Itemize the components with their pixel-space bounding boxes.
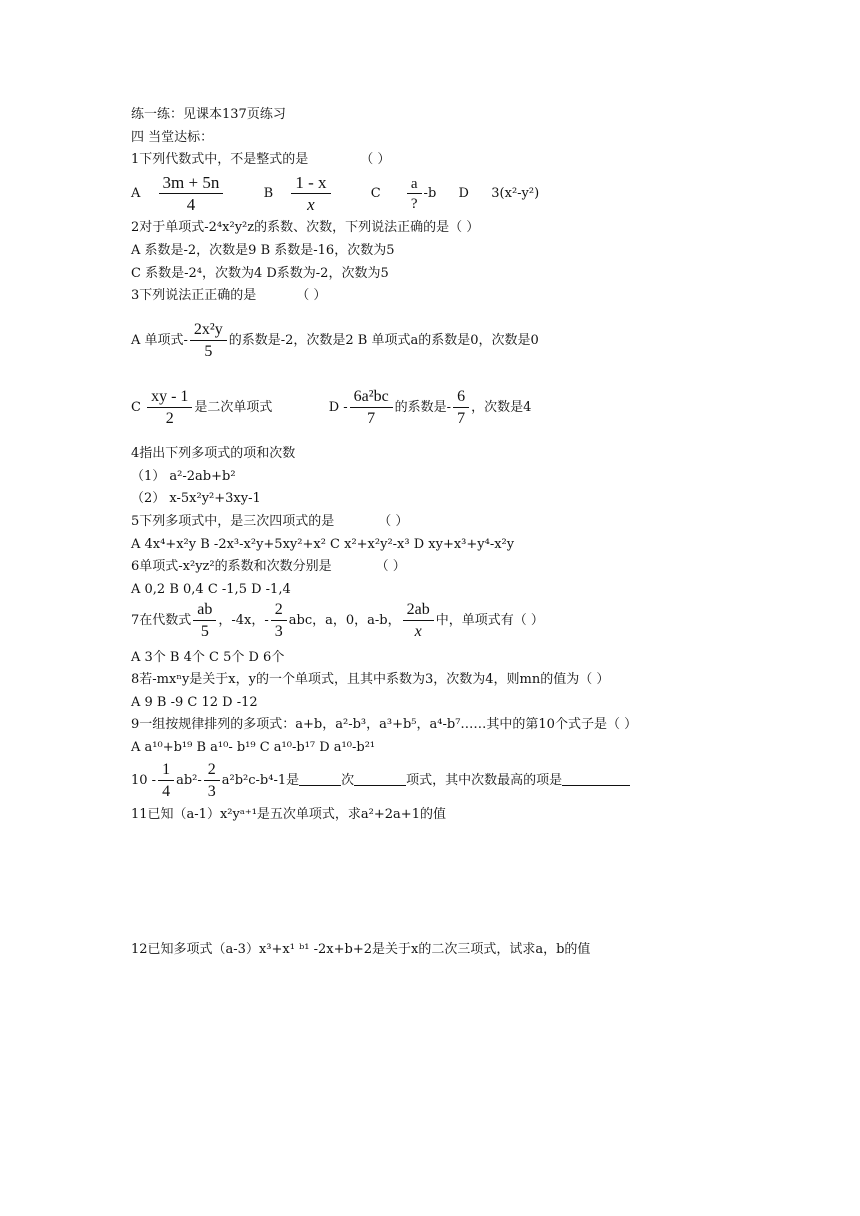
q1-b-denominator bbox=[291, 194, 330, 214]
q6-stem-text: 6单项式-x²yz²的系数和次数分别是 bbox=[131, 559, 332, 574]
q3-answer-paren: （ ） bbox=[296, 288, 327, 303]
question-12-stem: 12已知多项式（a-3）x³+x¹ ᵇ¹ -2x+b+2是关于x的二次三项式，试求a，b的值 bbox=[131, 942, 591, 957]
question-8-stem: 8若-mxⁿy是关于x，y的一个单项式，且其中系数为3，次数为4，则mn的值为（ ） bbox=[131, 672, 610, 687]
question-9-options: A a¹⁰+b¹⁹ B a¹⁰- b¹⁹ C a¹⁰-b¹⁷ D a¹⁰-b²¹ bbox=[131, 740, 376, 755]
q5-stem-text: 5下列多项式中，是三次四项式的是 bbox=[131, 514, 335, 529]
q7-fraction-3 bbox=[403, 601, 434, 641]
question-8-options: A 9 B -9 C 12 D -12 bbox=[131, 695, 258, 710]
q7-fraction-1 bbox=[193, 601, 216, 641]
question-9-stem: 9一组按规律排列的多项式：a+b，a²-b³，a³+b⁵，a⁴-b⁷……其中的第10个式子是（ ） bbox=[131, 717, 638, 732]
q7-mid-2: abc，a，0，a-b， bbox=[288, 613, 401, 628]
question-5-options: A 4x⁴+x²y B -2x³-x²y+5xy²+x² C x²+x²y²-x³ D xy+x³+y⁴-x²y bbox=[131, 537, 515, 552]
q1-option-c-fraction bbox=[407, 176, 422, 212]
q3-c-denominator: 2 bbox=[165, 409, 174, 427]
question-2-options-cd: C 系数是-2⁴，次数为4 D系数为-2，次数为5 bbox=[131, 266, 389, 281]
q1-c-numerator: a bbox=[407, 176, 422, 194]
question-3-options-ab bbox=[131, 317, 539, 365]
q10-mid-1: ab²- bbox=[176, 773, 202, 788]
q1-c-denominator: ? bbox=[410, 195, 418, 212]
q10-blank-1[interactable] bbox=[299, 773, 341, 786]
q10-pre: 10 - bbox=[131, 773, 157, 788]
section-heading: 四 当堂达标： bbox=[131, 130, 214, 145]
q1-a-numerator: 3m + 5n bbox=[159, 174, 224, 194]
question-3-options-cd bbox=[131, 384, 531, 432]
q10-mid-2: a²b²c-b⁴-1是 bbox=[221, 773, 300, 788]
q5-answer-paren: （ ） bbox=[378, 514, 409, 529]
question-4-item-2: （2） x-5x²y²+3xy-1 bbox=[131, 491, 261, 506]
q3-option-d-pre: D - bbox=[328, 400, 348, 415]
q1-option-b-fraction bbox=[291, 174, 330, 214]
q7-f3-denominator bbox=[403, 621, 434, 641]
q3-option-a-pre: A 单项式- bbox=[131, 333, 188, 348]
q1-option-d-label: D bbox=[458, 186, 469, 201]
q3-c-fraction bbox=[147, 388, 192, 428]
question-11-stem: 11已知（a-1）x²yᵃ⁺¹是五次单项式，求a²+2a+1的值 bbox=[131, 807, 446, 822]
question-2-stem: 2对于单项式-2⁴x²y²z的系数、次数，下列说法正确的是（ ） bbox=[131, 220, 480, 235]
q1-a-denominator: 4 bbox=[186, 194, 196, 214]
q3-c-numerator: xy - 1 bbox=[147, 388, 192, 408]
q1-b-numerator: 1 - x bbox=[291, 174, 330, 194]
q7-mid-1: ，-4x，- bbox=[218, 613, 269, 628]
q7-f3-numerator: 2ab bbox=[403, 601, 434, 621]
q7-f2-numerator: 2 bbox=[271, 601, 287, 621]
q3-d-numerator: 6a²bc bbox=[350, 388, 393, 408]
q7-pre: 7在代数式 bbox=[131, 613, 192, 628]
q1-option-a-label: A bbox=[131, 186, 141, 201]
q3-d2-numerator: 6 bbox=[453, 388, 469, 408]
question-4-item-1: （1） a²-2ab+b² bbox=[131, 469, 236, 484]
q1-option-a-fraction bbox=[159, 174, 224, 214]
q3-a-denominator: 5 bbox=[204, 342, 213, 360]
q3-option-d-mid: 的系数是- bbox=[394, 400, 452, 415]
q1-option-b-label: B bbox=[263, 186, 274, 201]
q6-answer-paren: （ ） bbox=[375, 559, 406, 574]
q1-stem-text: 1下列代数式中，不是整式的是 bbox=[131, 152, 309, 167]
q1-answer-paren: （ ） bbox=[360, 152, 391, 167]
question-1-options bbox=[131, 172, 539, 216]
q7-f2-denominator: 3 bbox=[274, 622, 283, 640]
q7-f1-numerator: ab bbox=[193, 601, 216, 621]
q3-option-d-post: ，次数是4 bbox=[471, 400, 532, 415]
q10-f1-denominator: 4 bbox=[162, 782, 171, 800]
question-7-options: A 3个 B 4个 C 5个 D 6个 bbox=[131, 650, 285, 665]
q3-option-c-post: 是二次单项式 bbox=[194, 400, 273, 415]
q7-post: 中，单项式有（ ） bbox=[435, 613, 544, 628]
question-10-stem bbox=[131, 758, 630, 804]
question-3-stem bbox=[131, 288, 326, 304]
q3-d2-denominator: 7 bbox=[457, 409, 466, 427]
q7-fraction-2 bbox=[271, 601, 287, 641]
q10-blank-2[interactable] bbox=[354, 773, 406, 786]
q3-d-fraction bbox=[350, 388, 393, 428]
q3-d-fraction-2 bbox=[453, 388, 469, 428]
question-5-stem bbox=[131, 514, 408, 530]
q10-f2-numerator: 2 bbox=[204, 761, 220, 781]
q7-f1-denominator: 5 bbox=[200, 622, 209, 640]
question-6-options: A 0,2 B 0,4 C -1,5 D -1,4 bbox=[131, 582, 291, 597]
q3-d-denominator: 7 bbox=[367, 409, 376, 427]
question-6-stem bbox=[131, 559, 406, 575]
question-4-stem: 4指出下列多项式的项和次数 bbox=[131, 446, 296, 461]
practice-line: 练一练：见课本137页练习 bbox=[131, 107, 286, 122]
q1-option-d-text: 3(x²-y²) bbox=[491, 186, 540, 201]
question-2-options-ab: A 系数是-2，次数是9 B 系数是-16，次数为5 bbox=[131, 243, 395, 258]
q3-a-numerator: 2x²y bbox=[190, 321, 227, 341]
q10-word-1: 次 bbox=[341, 773, 355, 788]
q3-option-a-post: 的系数是-2，次数是2 B 单项式a的系数是0，次数是0 bbox=[228, 333, 539, 348]
question-1-stem bbox=[131, 152, 390, 168]
q3-stem-text: 3下列说法正正确的是 bbox=[131, 288, 257, 303]
q10-f1-numerator: 1 bbox=[158, 761, 174, 781]
q1-c-tail: -b bbox=[423, 186, 437, 201]
q7-f3-den-text: x bbox=[414, 622, 422, 640]
q10-f2-denominator: 3 bbox=[207, 782, 216, 800]
q3-option-c-pre: C bbox=[131, 400, 141, 415]
q1-option-c-label: C bbox=[370, 186, 381, 201]
q3-a-fraction bbox=[190, 321, 227, 361]
question-7-stem bbox=[131, 598, 544, 644]
q10-word-2: 项式，其中次数最高的项是 bbox=[406, 773, 563, 788]
q10-fraction-2 bbox=[204, 761, 220, 801]
q1-b-den-text: x bbox=[307, 194, 315, 214]
q10-blank-3[interactable] bbox=[562, 773, 630, 786]
q10-fraction-1 bbox=[158, 761, 174, 801]
